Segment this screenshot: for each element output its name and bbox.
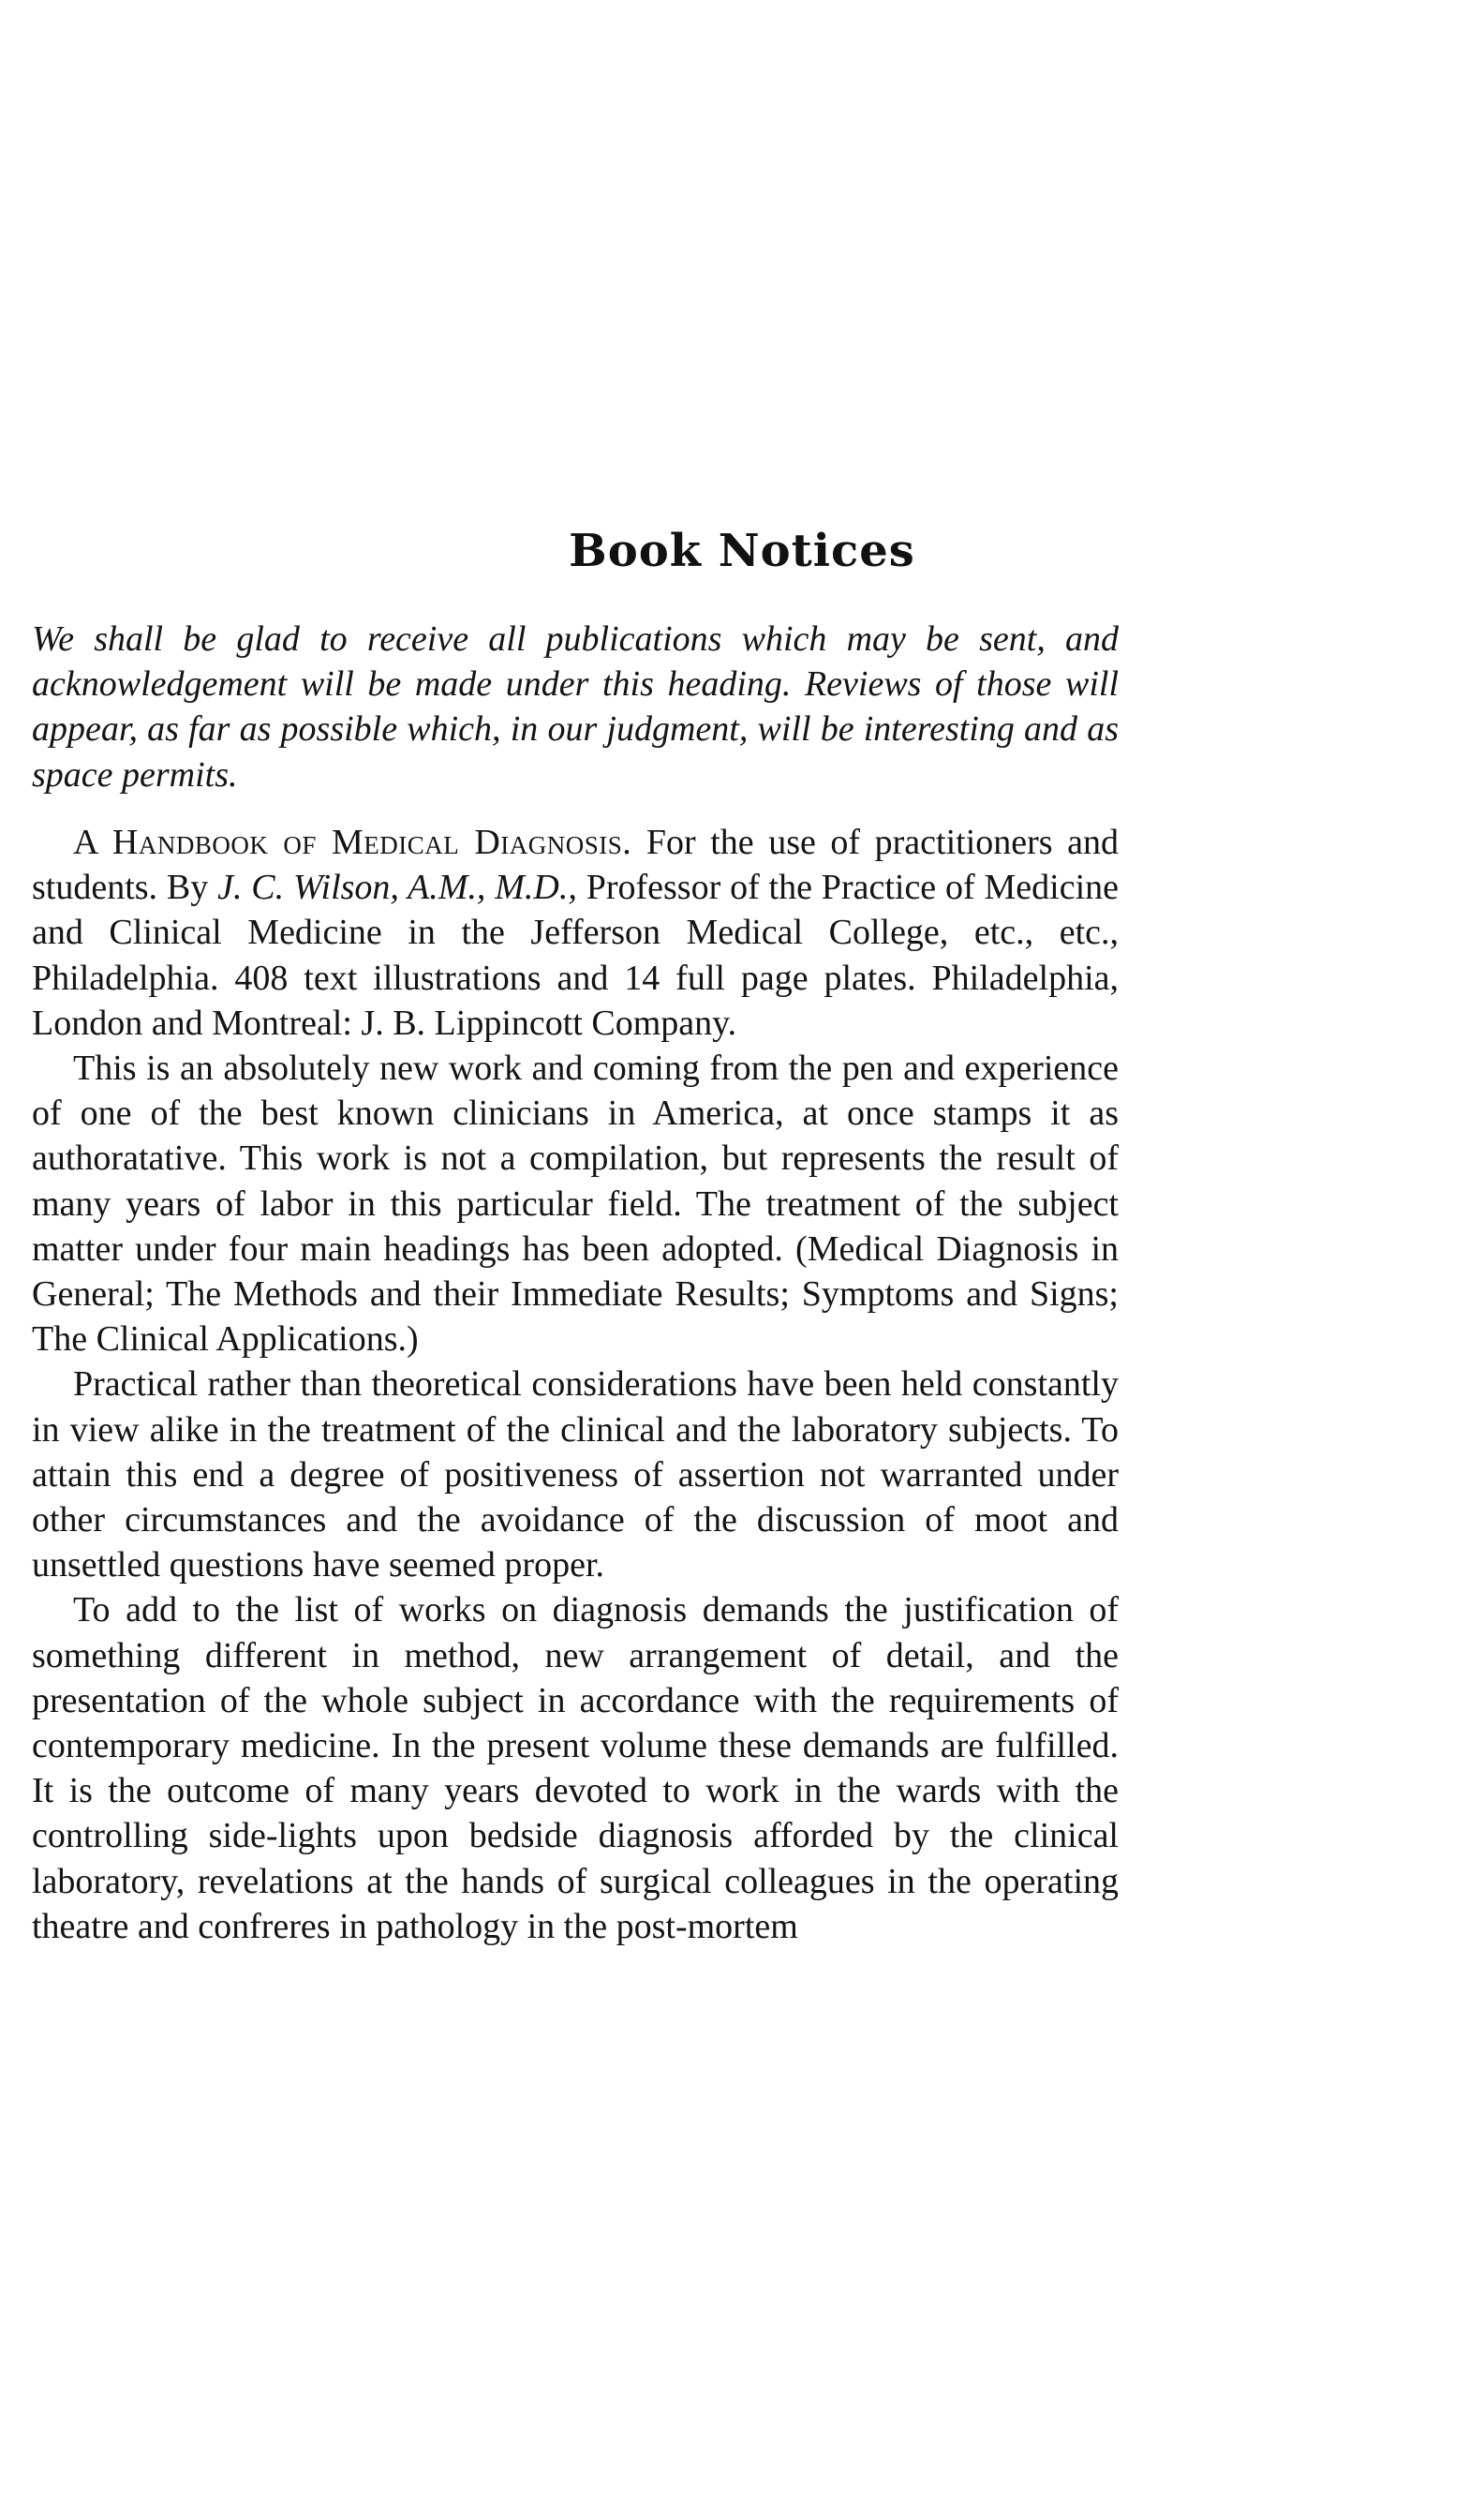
book-notice-body <box>32 820 1119 1949</box>
book-author: J. C. Wilson, A.M., M.D., <box>217 868 577 908</box>
section-heading: Book Notices <box>569 525 915 577</box>
review-paragraph: Practical rather than theoretical considerations have been held constantly in view alike in the treatment of the clinical and the laboratory subjects. To attain this end a degree of positiveness of assertion not warranted under other circumstances and the avoidance of the discussion of moot and unsettled questions have seemed proper. <box>32 1364 1119 1585</box>
book-title: A Handbook of Medical Diagnosis. <box>73 823 632 862</box>
book-details: Professor of the Practice of Medicine and Clinical Medicine in the Jefferson Medical College, etc., etc., Philadelphia. 408 text illustrations and 14 full page plates. Philadelphia, London and Montreal: J. B. Lippincott Company. <box>32 868 1119 1043</box>
book-entry <box>32 820 1119 1046</box>
book-subtitle: For the use of practitioners and students. By <box>32 823 1120 908</box>
review-paragraph: This is an absolutely new work and coming from the pen and experience of one of the best known clinicians in America, at once stamps it as authoratative. This work is not a compilation, but represents the result of many years of labor in this particular field. The treatment of the subject matter under four main headings has been adopted. (Medical Diagnosis in General; The Methods and their Immediate Results; Symptoms and Signs; The Clinical Applications.) <box>32 1049 1119 1360</box>
intro-note: We shall be glad to receive all publications which may be sent, and acknowledgement will be made under this heading. Reviews of those will appear, as far as possible which, in our judgment, will be interesting and as space permits. <box>32 619 1119 795</box>
review-paragraph: To add to the list of works on diagnosis demands the justification of something different in method, new arrangement of detail, and the presentation of the whole subject in accordance with the requirements of contemporary medicine. In the present volume these demands are fulfilled. It is the outcome of many years devoted to work in the wards with the controlling side-lights upon bedside diagnosis afforded by the clinical laboratory, revelations at the hands of surgical colleagues in the operating theatre and confreres in pathology in the post-mortem <box>32 1590 1119 1946</box>
